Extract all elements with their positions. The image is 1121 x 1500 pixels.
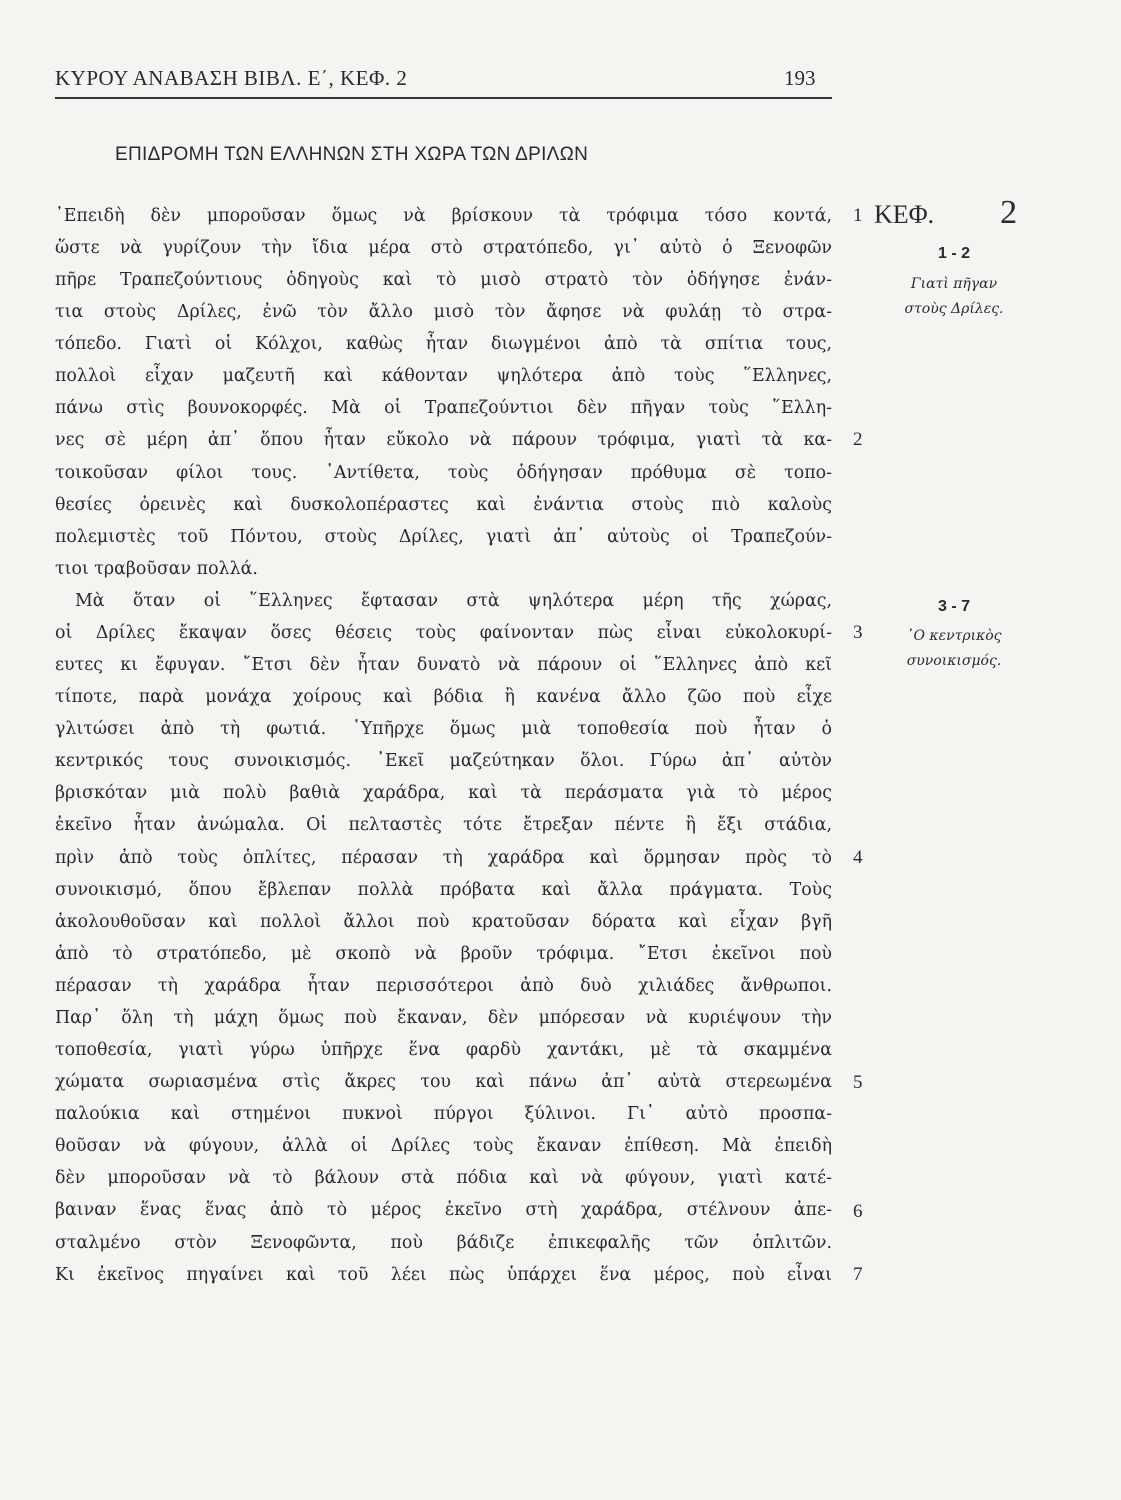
text-line: πολλοὶ εἶχαν μαζευτῆ καὶ κάθονταν ψηλότερα ἀπὸ τοὺς ῞Ελληνες,	[55, 366, 832, 386]
text-line: νες σὲ μέρη ἀπ᾿ ὅπου ἦταν εὔκολο νὰ πάρουν τρόφιμα, γιατὶ τὰ κα-	[55, 430, 832, 450]
sidebar-note-text	[874, 272, 1034, 322]
paragraph-number: 1	[853, 205, 863, 226]
text-line: οἱ Δρίλες ἔκαψαν ὅσες θέσεις τοὺς φαίνονταν πὼς εἶναι εὐκολοκυρί-	[55, 623, 832, 643]
sidebar-note-line: ῾Ο κεντρικὸς	[906, 628, 1002, 644]
text-line: Παρ᾿ ὅλη τὴ μάχη ὅμως ποὺ ἔκαναν, δὲν μπόρεσαν νὰ κυριέψουν τὴν	[55, 1008, 832, 1028]
text-line: τοποθεσία, γιατὶ γύρω ὑπῆρχε ἕνα φαρδὺ χαντάκι, μὲ τὰ σκαμμένα	[55, 1040, 832, 1060]
text-line: πῆρε Τραπεζούντιους ὁδηγοὺς καὶ τὸ μισὸ στρατὸ τὸν ὁδήγησε ἐνάν-	[55, 270, 832, 290]
chapter-title: ΕΠΙΔΡΟΜΗ ΤΩΝ ΕΛΛΗΝΩΝ ΣΤΗ ΧΩΡΑ ΤΩΝ ΔΡΙΛΩΝ	[115, 144, 589, 165]
text-line: σταλμένο στὸν Ξενοφῶντα, ποὺ βάδιζε ἐπικεφαλῆς τῶν ὁπλιτῶν.	[55, 1233, 832, 1253]
text-line: πρὶν ἀπὸ τοὺς ὁπλίτες, πέρασαν τὴ χαράδρα καὶ ὅρμησαν πρὸς τὸ	[55, 848, 832, 868]
paragraph-number: 3	[853, 622, 863, 643]
text-line: ἀπὸ τὸ στρατόπεδο, μὲ σκοπὸ νὰ βροῦν τρόφιμα. ῎Ετσι ἐκεῖνοι ποὺ	[55, 944, 832, 964]
paragraph-number: 5	[853, 1072, 863, 1093]
text-line: ἐκεῖνο ἦταν ἀνώμαλα. Οἱ πελταστὲς τότε ἔτρεξαν πέντε ἢ ἔξι στάδια,	[55, 815, 832, 835]
sidebar-note-line: στοὺς Δρίλες.	[904, 301, 1004, 317]
text-line: ὥστε νὰ γυρίζουν τὴν ἴδια μέρα στὸ στρατόπεδο, γι᾿ αὐτὸ ὁ Ξενοφῶν	[55, 238, 832, 258]
sidebar-note-line: Γιατὶ πῆγαν	[910, 276, 998, 292]
text-line: χώματα σωριασμένα στὶς ἄκρες του καὶ πάνω ἀπ᾿ αὐτὰ στερεωμένα	[55, 1072, 832, 1092]
page-number: 193	[784, 66, 816, 90]
text-line: πολεμιστὲς τοῦ Πόντου, στοὺς Δρίλες, γιατὶ ἀπ᾿ αὐτοὺς οἱ Τραπεζούν-	[55, 527, 832, 547]
text-line: τια στοὺς Δρίλες, ἐνῶ τὸν ἄλλο μισὸ τὸν ἄφησε νὰ φυλάῃ τὸ στρα-	[55, 302, 832, 322]
text-line: θοῦσαν νὰ φύγουν, ἀλλὰ οἱ Δρίλες τοὺς ἔκαναν ἐπίθεση. Μὰ ἐπειδὴ	[55, 1136, 832, 1156]
text-line: γλιτώσει ἀπὸ τὴ φωτιά. ῾Υπῆρχε ὅμως μιὰ τοποθεσία ποὺ ἦταν ὁ	[55, 719, 832, 739]
text-line: ἀκολουθοῦσαν καὶ πολλοὶ ἄλλοι ποὺ κρατοῦσαν δόρατα καὶ εἶχαν βγῆ	[55, 912, 832, 932]
paragraph-number: 6	[853, 1201, 863, 1222]
paragraph-number: 4	[853, 847, 863, 868]
sidebar-note-line: συνοικισμός.	[906, 653, 1002, 669]
sidebar-note-range: 3 - 7	[937, 598, 970, 615]
text-line: Κι ἐκεῖνος πηγαίνει καὶ τοῦ λέει πὼς ὑπάρχει ἕνα μέρος, ποὺ εἶναι	[55, 1265, 832, 1285]
text-line: ᾿Επειδὴ δὲν μποροῦσαν ὅμως νὰ βρίσκουν τὰ τρόφιμα τόσο κοντά,	[55, 206, 832, 226]
sidebar-chapter-heading	[874, 194, 1017, 232]
header-rule	[55, 97, 832, 99]
text-line: πέρασαν τὴ χαράδρα ἦταν περισσότεροι ἀπὸ δυὸ χιλιάδες ἄνθρωποι.	[55, 976, 832, 996]
text-line: κεντρικός τους συνοικισμός. ᾿Εκεῖ μαζεύτηκαν ὅλοι. Γύρω ἀπ᾿ αὐτὸν	[55, 751, 832, 771]
paragraph-number: 7	[853, 1264, 863, 1285]
text-line: συνοικισμό, ὅπου ἔβλεπαν πολλὰ πρόβατα καὶ ἄλλα πράγματα. Τοὺς	[55, 880, 832, 900]
paragraph-number: 2	[853, 429, 863, 450]
text-line: βρισκόταν μιὰ πολὺ βαθιὰ χαράδρα, καὶ τὰ περάσματα γιὰ τὸ μέρος	[55, 783, 832, 803]
sidebar-chapter-number: 2	[1000, 194, 1018, 231]
text-line: Μὰ ὅταν οἱ ῞Ελληνες ἔφτασαν στὰ ψηλότερα μέρη τῆς χώρας,	[75, 591, 832, 611]
text-line: τίποτε, παρὰ μονάχα χοίρους καὶ βόδια ἢ κανένα ἄλλο ζῶο ποὺ εἶχε	[55, 687, 832, 707]
sidebar-chapter-label: ΚΕΦ.	[874, 200, 935, 229]
sidebar-note-text	[874, 624, 1034, 674]
text-line: πάνω στὶς βουνοκορφές. Μὰ οἱ Τραπεζούντιοι δὲν πῆγαν τοὺς ῞Ελλη-	[55, 398, 832, 418]
text-line: παλούκια καὶ στημένοι πυκνοὶ πύργοι ξύλινοι. Γι᾿ αὐτὸ προσπα-	[55, 1104, 832, 1124]
text-line: θεσίες ὀρεινὲς καὶ δυσκολοπέραστες καὶ ἐνάντια στοὺς πιὸ καλοὺς	[55, 495, 832, 515]
text-line: τόπεδο. Γιατὶ οἱ Κόλχοι, καθὼς ἦταν διωγμένοι ἀπὸ τὰ σπίτια τους,	[55, 334, 832, 354]
text-line: τιοι τραβοῦσαν πολλά.	[55, 559, 258, 579]
text-line: βαιναν ἕνας ἕνας ἀπὸ τὸ μέρος ἐκεῖνο στὴ χαράδρα, στέλνουν ἀπε-	[55, 1200, 832, 1220]
sidebar-note-range: 1 - 2	[937, 245, 970, 262]
text-line: τοικοῦσαν φίλοι τους. ᾿Αντίθετα, τοὺς ὁδήγησαν πρόθυμα σὲ τοπο-	[55, 463, 832, 483]
text-line: δὲν μποροῦσαν νὰ τὸ βάλουν στὰ πόδια καὶ νὰ φύγουν, γιατὶ κατέ-	[55, 1168, 832, 1188]
text-line: ευτες κι ἔφυγαν. ῎Ετσι δὲν ἦταν δυνατὸ νὰ πάρουν οἱ ῞Ελληνες ἀπὸ κεῖ	[55, 655, 832, 675]
running-title: ΚΥΡΟΥ ΑΝΑΒΑΣΗ ΒΙΒΛ. Ε΄, ΚΕΦ. 2	[55, 66, 408, 90]
